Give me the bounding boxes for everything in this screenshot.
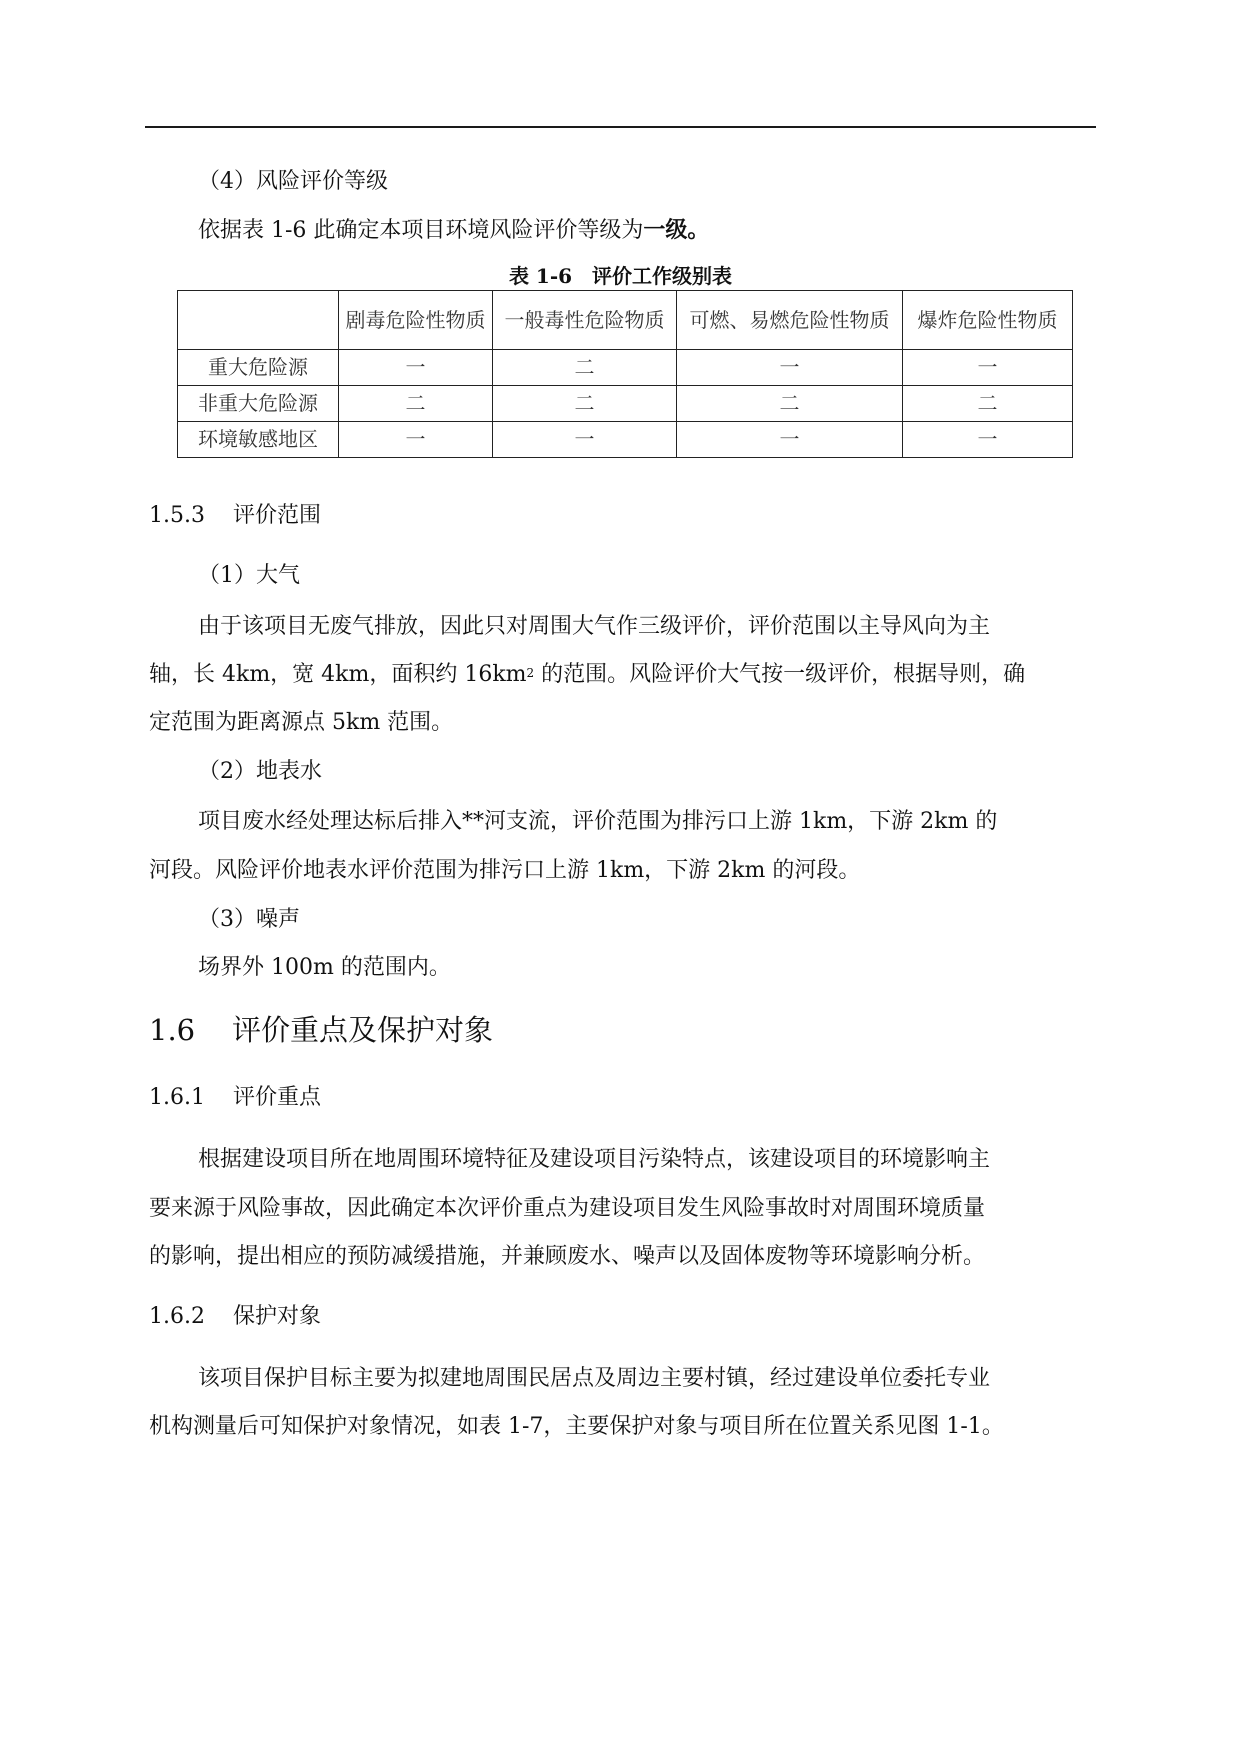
table-header-cell: 一般毒性危险物质	[493, 291, 677, 350]
section-1-6-1-heading	[149, 1083, 321, 1113]
table-header-cell: 爆炸危险性物质	[903, 291, 1073, 350]
water-heading: （2）地表水	[198, 759, 322, 784]
table-header-row	[178, 291, 1073, 350]
table-cell: 重大危险源	[178, 350, 339, 386]
section-1-6-2-heading	[149, 1302, 321, 1332]
table-header-cell	[178, 291, 339, 350]
table-caption: 表 1-6 评价工作级别表	[508, 264, 733, 288]
section-number: 1.6	[149, 1013, 196, 1047]
table-cell: 一	[677, 350, 903, 386]
superscript: 2	[526, 666, 535, 680]
water-paragraph-line: 河段。风险评价地表水评价范围为排污口上游 1km，下游 2km 的河段。	[149, 858, 861, 883]
table-row	[178, 386, 1073, 422]
table-header-cell: 剧毒危险性物质	[339, 291, 493, 350]
table-cell: 一	[493, 422, 677, 458]
table-header-cell: 可燃、易燃危险性物质	[677, 291, 903, 350]
section-title: 保护对象	[232, 1304, 321, 1329]
table-cell: 非重大危险源	[178, 386, 339, 422]
air-paragraph-line	[149, 660, 1025, 690]
evaluation-level-table	[177, 290, 1073, 458]
risk-level-value: 一级。	[643, 217, 710, 243]
header-rule	[145, 126, 1096, 128]
focus-paragraph-line: 要来源于风险事故，因此确定本次评价重点为建设项目发生风险事故时对周围环境质量	[149, 1196, 986, 1221]
focus-paragraph-line: 根据建设项目所在地周围环境特征及建设项目污染特点，该建设项目的环境影响主	[198, 1147, 991, 1172]
water-paragraph-line: 项目废水经处理达标后排入**河支流，评价范围为排污口上游 1km，下游 2km 的	[198, 809, 998, 834]
air-paragraph-line: 定范围为距离源点 5km 范围。	[149, 710, 454, 735]
risk-level-heading: （4）风险评价等级	[198, 169, 388, 194]
risk-level-text: 依据表 1-6 此确定本项目环境风险评价等级为	[198, 218, 644, 243]
table-cell: 一	[339, 350, 493, 386]
table-cell: 二	[903, 386, 1073, 422]
table-cell: 二	[493, 386, 677, 422]
air-paragraph-line: 由于该项目无废气排放，因此只对周围大气作三级评价，评价范围以主导风向为主	[198, 614, 991, 639]
risk-level-statement	[198, 215, 709, 246]
section-title: 评价重点	[232, 1085, 321, 1110]
section-title: 评价范围	[232, 503, 321, 528]
table-cell: 二	[339, 386, 493, 422]
table-row	[178, 350, 1073, 386]
protection-paragraph-line: 该项目保护目标主要为拟建地周围民居点及周边主要村镇，经过建设单位委托专业	[198, 1366, 991, 1391]
air-text: 的范围。风险评价大气按一级评价，根据导则，确	[534, 662, 1026, 687]
protection-paragraph-line: 机构测量后可知保护对象情况，如表 1-7，主要保护对象与项目所在位置关系见图 1-1。	[149, 1414, 1004, 1439]
table-cell: 二	[493, 350, 677, 386]
section-number: 1.5.3	[149, 503, 205, 528]
table-cell: 一	[677, 422, 903, 458]
table-cell: 一	[903, 422, 1073, 458]
focus-paragraph-line: 的影响，提出相应的预防减缓措施，并兼顾废水、噪声以及固体废物等环境影响分析。	[149, 1244, 986, 1269]
air-text: 轴，长 4km，宽 4km，面积约 16km	[149, 662, 527, 687]
section-1-6-heading	[149, 1012, 493, 1048]
table-cell: 一	[339, 422, 493, 458]
section-number: 1.6.1	[149, 1085, 205, 1110]
table-row	[178, 422, 1073, 458]
table-cell: 二	[677, 386, 903, 422]
noise-paragraph-line: 场界外 100m 的范围内。	[198, 955, 451, 980]
section-1-5-3-heading	[149, 501, 321, 531]
table-cell: 一	[903, 350, 1073, 386]
section-number: 1.6.2	[149, 1304, 205, 1329]
table-cell: 环境敏感地区	[178, 422, 339, 458]
noise-heading: （3）噪声	[198, 907, 300, 932]
air-heading: （1）大气	[198, 563, 300, 588]
section-title: 评价重点及保护对象	[232, 1013, 494, 1047]
